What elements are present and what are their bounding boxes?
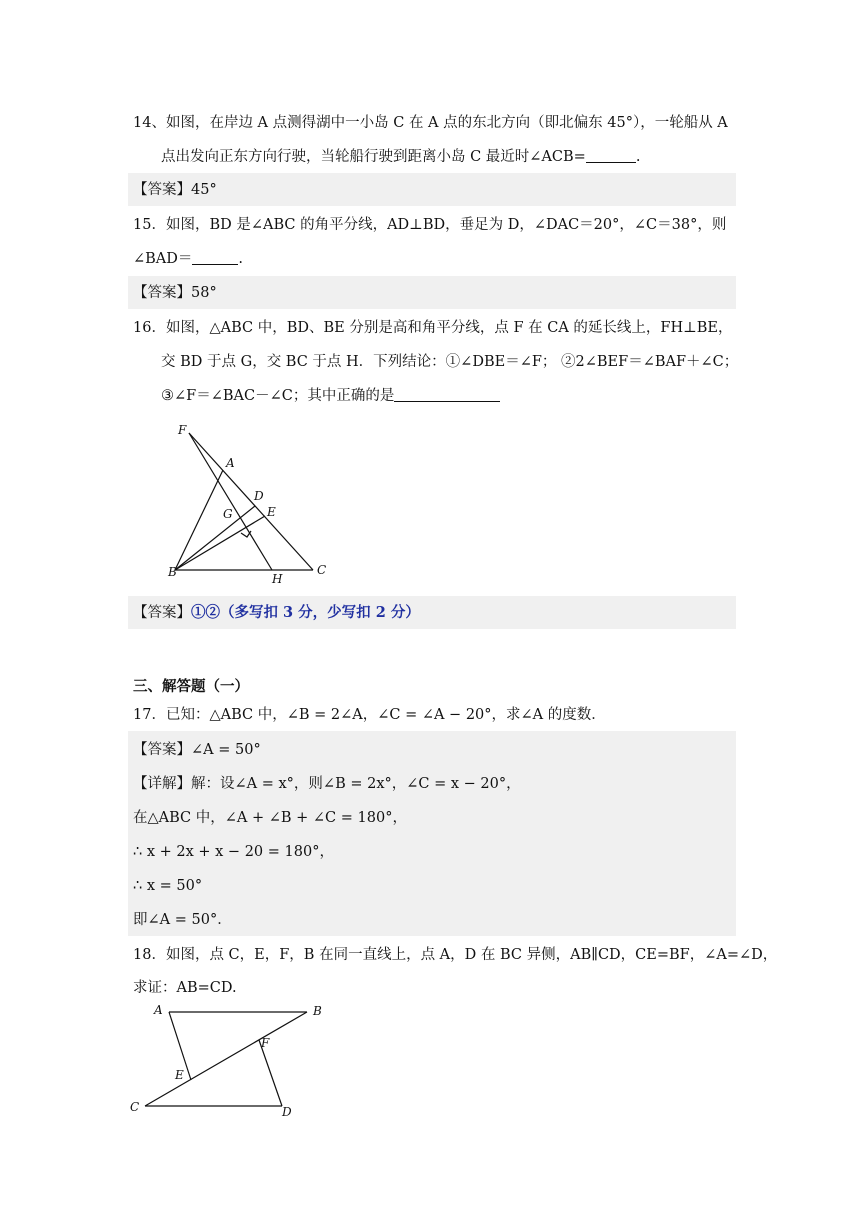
q17-detail-5: 即∠A = 50°．: [133, 912, 232, 928]
q17-answer: 【答案】∠A = 50°: [133, 742, 261, 758]
q18-label-b: B: [313, 1004, 322, 1018]
q14-line-2-end: .: [635, 149, 641, 165]
q15-line-1: 15．如图，BD 是∠ABC 的角平分线，AD⊥BD，垂足为 D，∠DAC＝20°，∠C＝38°，则: [133, 217, 727, 233]
q14-line-2: [161, 147, 640, 167]
q18-label-d: D: [282, 1105, 292, 1119]
q16-answer-blank: [394, 387, 500, 402]
q15-line-2-end: .: [238, 251, 244, 267]
section-3-title: 三、解答题（一）: [133, 678, 249, 695]
q16-line-3-text: ③∠F＝∠BAC－∠C；其中正确的是: [161, 388, 395, 404]
q15-answer-box: [128, 276, 736, 309]
q18-label-e: E: [175, 1068, 184, 1082]
q16-line-2: 交 BD 于点 G，交 BC 于点 H．下列结论：①∠DBE＝∠F； ②2∠BEF＝∠BAF＋∠C；: [161, 354, 739, 370]
q14-answer-box: [128, 173, 736, 206]
q16-answer: [133, 603, 420, 623]
q18-label-c: C: [130, 1100, 140, 1114]
q18-label-f: F: [261, 1036, 270, 1050]
q14-line-1: 14、如图，在岸边 A 点测得湖中一小岛 C 在 A 点的东北方向（即北偏东 45°），一轮船从 A: [133, 115, 728, 131]
q15-answer: 【答案】58°: [133, 285, 217, 301]
q17-detail-4: ∴ x = 50°: [133, 878, 203, 894]
q15-line-2: [133, 249, 243, 269]
q16-answer-text: ①②（多写扣 3 分，少写扣 2 分）: [191, 604, 420, 621]
q17-answer-box: [128, 731, 736, 936]
q16-label-b: B: [168, 565, 177, 579]
q16-label-f: F: [178, 423, 187, 437]
q18-line-1: 18．如图，点 C，E，F，B 在同一直线上，点 A，D 在 BC 异侧，AB∥CD，CE=BF，∠A=∠D，: [133, 947, 778, 963]
q14-line-2-text: 点出发向正东方向行驶，当轮船行驶到距离小岛 C 最近时∠ACB=: [161, 149, 586, 165]
q18-figure: [125, 1000, 335, 1125]
q15-answer-blank: [192, 250, 238, 265]
q16-label-h: H: [272, 572, 283, 586]
q17-detail-3: ∴ x + 2x + x − 20 = 180°，: [133, 844, 334, 860]
q16-answer-prefix: 【答案】: [133, 605, 191, 621]
q15-line-2-text: ∠BAD＝: [133, 251, 193, 267]
q18-line-2: 求证：AB=CD.: [133, 980, 237, 996]
q18-segment-cb: [145, 1012, 307, 1106]
q16-label-d: D: [254, 489, 264, 503]
q16-line-1: 16．如图，△ABC 中，BD、BE 分别是高和角平分线，点 F 在 CA 的延长线上，FH⊥BE，: [133, 320, 733, 336]
q16-line-3: [161, 386, 500, 406]
q17-detail-1: 【详解】解：设∠A = x°，则∠B = 2x°，∠C = x − 20°，: [133, 776, 521, 792]
q16-label-e: E: [267, 505, 276, 519]
q16-label-a: A: [226, 456, 235, 470]
q16-label-c: C: [317, 563, 327, 577]
q16-segment-bd: [175, 506, 255, 570]
q16-figure: [165, 420, 340, 590]
q17-line-1: 17．已知：△ABC 中，∠B = 2∠A，∠C = ∠A − 20°，求∠A 的度数．: [133, 707, 606, 723]
q17-detail-2: 在△ABC 中，∠A + ∠B + ∠C = 180°，: [133, 810, 407, 826]
q16-label-g: G: [223, 507, 233, 521]
q18-label-a: A: [154, 1003, 163, 1017]
q14-answer: 【答案】45°: [133, 182, 217, 198]
q14-answer-blank: [586, 148, 636, 163]
